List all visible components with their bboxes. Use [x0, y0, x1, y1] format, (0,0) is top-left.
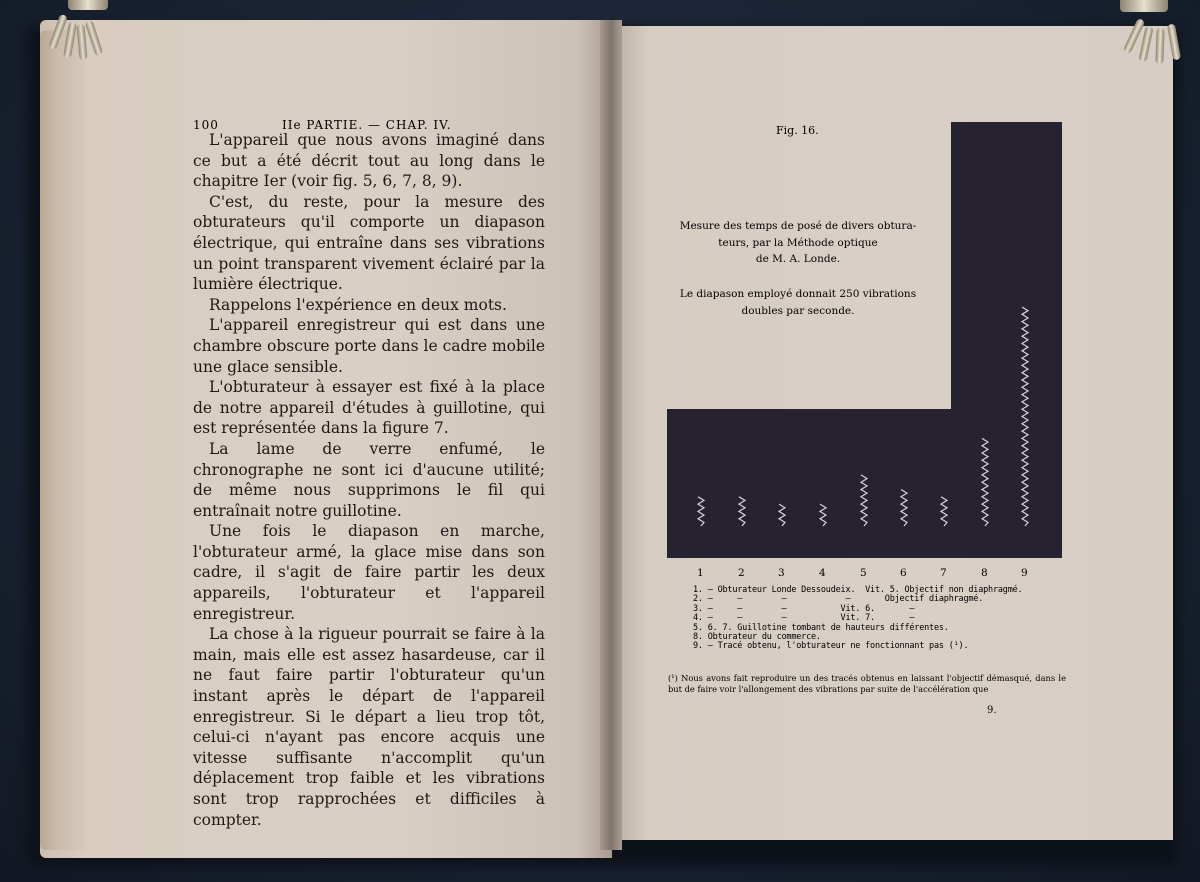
- caption-line: doubles par seconde.: [741, 304, 855, 317]
- page-holder-left-icon: [48, 0, 118, 70]
- figure-label: Fig. 16.: [776, 124, 819, 137]
- legend-line: 3. — — — Vit. 6. —: [693, 603, 915, 614]
- trace-number: 1: [697, 567, 704, 579]
- caption-line: de M. A. Londe.: [755, 253, 841, 265]
- figure-caption-2: [667, 286, 929, 319]
- figure-plate: [667, 122, 1062, 558]
- paragraph: L'appareil enregistreur qui est dans une chambre obscure porte dans le cadre mobile une glace sensible.: [193, 316, 545, 376]
- book-gutter: [600, 20, 622, 850]
- trace-number: 6: [900, 567, 907, 579]
- paragraph: C'est, du reste, pour la mesure des obturateurs qu'il comporte un diapason électrique, qui entraîne dans ses vibrations un point transparent vivement éclairé par la lumière électrique.: [193, 192, 545, 294]
- caption-line: teurs, par la Méthode optique: [718, 236, 878, 249]
- trace-number: 4: [819, 567, 826, 579]
- paragraph: Rappelons l'expérience en deux mots.: [209, 295, 507, 314]
- legend-line: 8. Obturateur du commerce.: [693, 632, 821, 643]
- figure-plate-svg: [667, 122, 1062, 558]
- figure-caption: [667, 218, 929, 268]
- footnote: (¹) Nous avons fait reproduire un des tracés obtenus en laissant l'objectif démasqué, dans le but de faire voir l'allongement des vibrations par suite de l'accélération que: [668, 673, 1066, 694]
- trace-number: 3: [778, 567, 785, 579]
- trace-number: 8: [981, 567, 988, 579]
- legend-line: 5. 6. 7. Guillotine tombant de hauteurs différentes.: [693, 622, 949, 633]
- figure-legend: [693, 586, 1033, 652]
- page-holder-right-icon: [1120, 0, 1190, 70]
- legend-line: 4. — — — Vit. 7. —: [693, 613, 915, 624]
- legend-line: 2. — — — — Objectif diaphragmé.: [693, 594, 984, 605]
- paragraph: Une fois le diapason en marche, l'obturateur armé, la glace mise dans son cadre, il s'agit de faire partir les deux appareils, l'obturateur et l'appareil enregistreur.: [193, 522, 545, 623]
- trace-number: 7: [940, 567, 947, 579]
- left-page-edge: [40, 30, 86, 850]
- paragraph: L'appareil que nous avons imaginé dans ce but a été décrit tout au long dans le chapitre Ier (voir fig. 5, 6, 7, 8, 9).: [193, 131, 545, 191]
- paragraph: L'obturateur à essayer est fixé à la place de notre appareil d'études à guillotine, qui est représentée dans la figure 7.: [193, 378, 545, 438]
- signature-mark: 9.: [987, 705, 997, 716]
- page-number: 100: [193, 118, 219, 132]
- legend-line: 1. — Obturateur Londe Dessoudeix. Vit. 5. Objectif non diaphragmé.: [693, 585, 1023, 595]
- trace-number: 5: [860, 567, 867, 579]
- paragraph: La chose à la rigueur pourrait se faire à la main, mais elle est assez hasardeuse, car il ne faut faire partir l'obturateur qu'un instant après le départ de l'appareil enregistreur. Si le départ a lieu trop tôt, celui-ci n'ayant pas encore acquis une vitesse suffisante n'accomplit qu'un déplacement trop faible et les vibrations sont trop rapprochées et difficiles à compter.: [193, 625, 545, 829]
- left-page-text: [193, 130, 545, 830]
- trace-number: 2: [738, 567, 745, 579]
- paragraph: La lame de verre enfumé, le chronographe ne sont ici d'aucune utilité; de même nous supprimons le fil qui entraînait notre guillotine.: [193, 439, 545, 520]
- running-head: IIe PARTIE. — CHAP. IV.: [282, 118, 452, 132]
- caption-line: Le diapason employé donnait 250 vibrations: [679, 288, 917, 300]
- plate-background: [667, 122, 1062, 558]
- legend-line: 9. — Tracé obtenu, l'obturateur ne fonctionnant pas (¹).: [693, 641, 969, 652]
- trace-number: 9: [1021, 567, 1028, 579]
- caption-line: Mesure des temps de posé de divers obtura-: [679, 220, 917, 232]
